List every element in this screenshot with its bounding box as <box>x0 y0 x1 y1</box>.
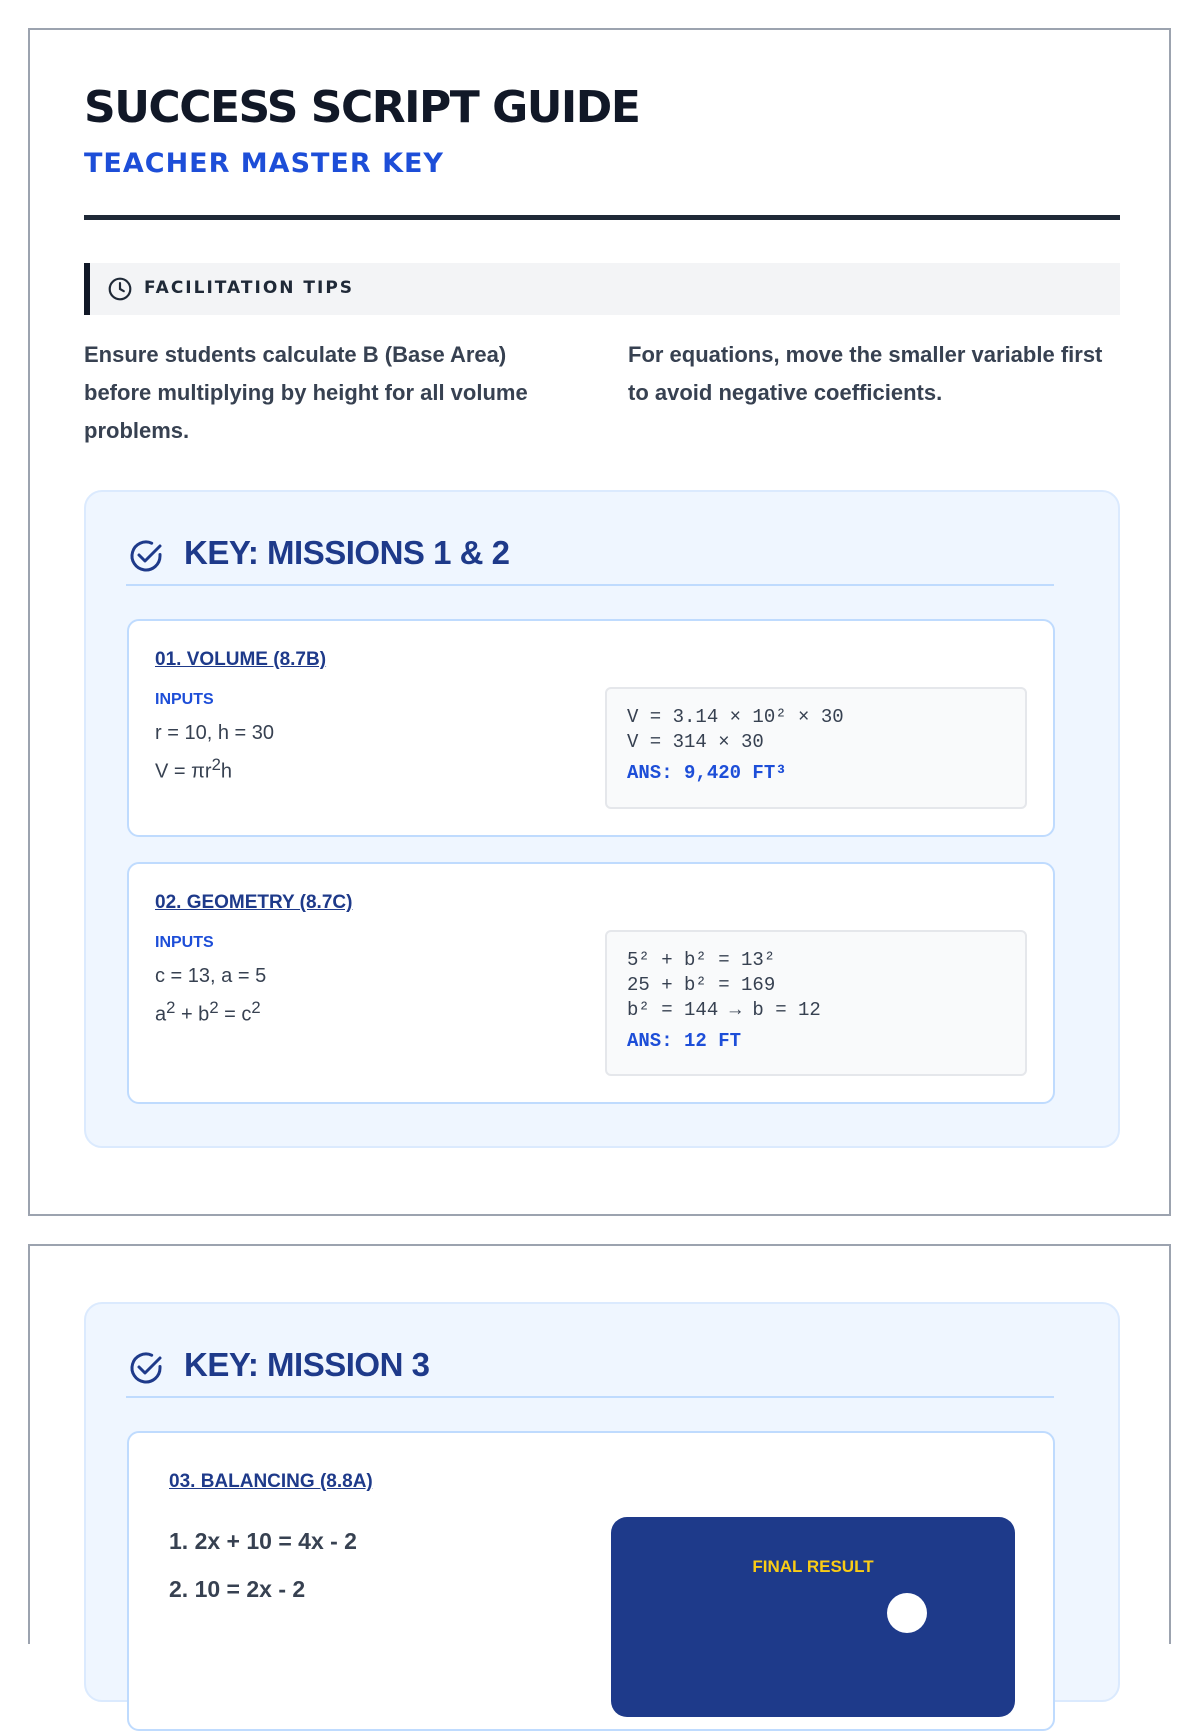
formula-line: $a^2 + b^2 = c^2$ <box>155 998 261 1026</box>
work-box <box>605 687 1027 809</box>
work-box <box>605 930 1027 1076</box>
work-line: 5² + b² = 13² <box>627 949 776 971</box>
tip-base-area: Ensure students calculate B (Base Area) before multiplying by height for all volume problems. <box>84 342 528 443</box>
final-result-box <box>611 1517 1015 1717</box>
solution-steps <box>169 1517 357 1613</box>
key-header <box>126 1342 1054 1398</box>
step-line: 2. 10 = 2x - 2 <box>169 1576 306 1602</box>
work-line: 25 + b² = 169 <box>627 974 776 996</box>
key-header <box>126 530 1054 586</box>
check-circle-icon <box>126 1348 166 1388</box>
facilitation-tips-header <box>84 263 1120 315</box>
answer: ANS: 9,420 FT³ <box>627 762 787 784</box>
mission-title: 01. VOLUME (8.7B) <box>155 649 327 670</box>
answer: ANS: 12 FT <box>627 1030 742 1052</box>
step-line: 1. 2x + 10 = 4x - 2 <box>169 1528 357 1554</box>
key-mission-3-panel <box>84 1302 1120 1702</box>
page-title: SUCCESS SCRIPT GUIDE <box>84 82 640 133</box>
result-badge <box>887 1593 927 1633</box>
inputs-values <box>155 717 274 788</box>
mission-title: 02. GEOMETRY (8.7C) <box>155 892 353 913</box>
key-missions-1-2-panel <box>84 490 1120 1148</box>
inputs-label: INPUTS <box>155 691 214 708</box>
work-line: b² = 144 → b = 12 <box>627 999 821 1021</box>
tip-equations: For equations, move the smaller variable first to avoid negative coefficients. <box>628 342 1103 405</box>
work-line: V = 314 × 30 <box>627 731 764 753</box>
input-line: r = 10, h = 30 <box>155 722 274 744</box>
mission-card-geometry <box>127 862 1055 1104</box>
page-2 <box>28 1244 1171 1644</box>
inputs-values <box>155 960 266 1031</box>
final-result-label: FINAL RESULT <box>752 1557 874 1576</box>
clock-icon <box>107 276 133 302</box>
page-1 <box>28 28 1171 1216</box>
mission-title: 03. BALANCING (8.8A) <box>169 1471 373 1492</box>
key-title: KEY: MISSIONS 1 & 2 <box>184 534 510 571</box>
tip-highlight: B (Base Area) <box>362 342 507 367</box>
input-line: c = 13, a = 5 <box>155 965 267 987</box>
inputs-label: INPUTS <box>155 934 214 951</box>
page-subtitle: TEACHER MASTER KEY <box>84 148 444 179</box>
header-divider <box>84 215 1120 220</box>
mission-card-balancing <box>127 1431 1055 1731</box>
facilitation-tips-heading: FACILITATION TIPS <box>144 278 355 298</box>
check-circle-icon <box>126 536 166 576</box>
key-title: KEY: MISSION 3 <box>184 1346 430 1383</box>
formula-line: $V = \pi r^2h$ <box>155 755 232 783</box>
work-line: V = 3.14 × 10² × 30 <box>627 706 844 728</box>
mission-card-volume <box>127 619 1055 837</box>
